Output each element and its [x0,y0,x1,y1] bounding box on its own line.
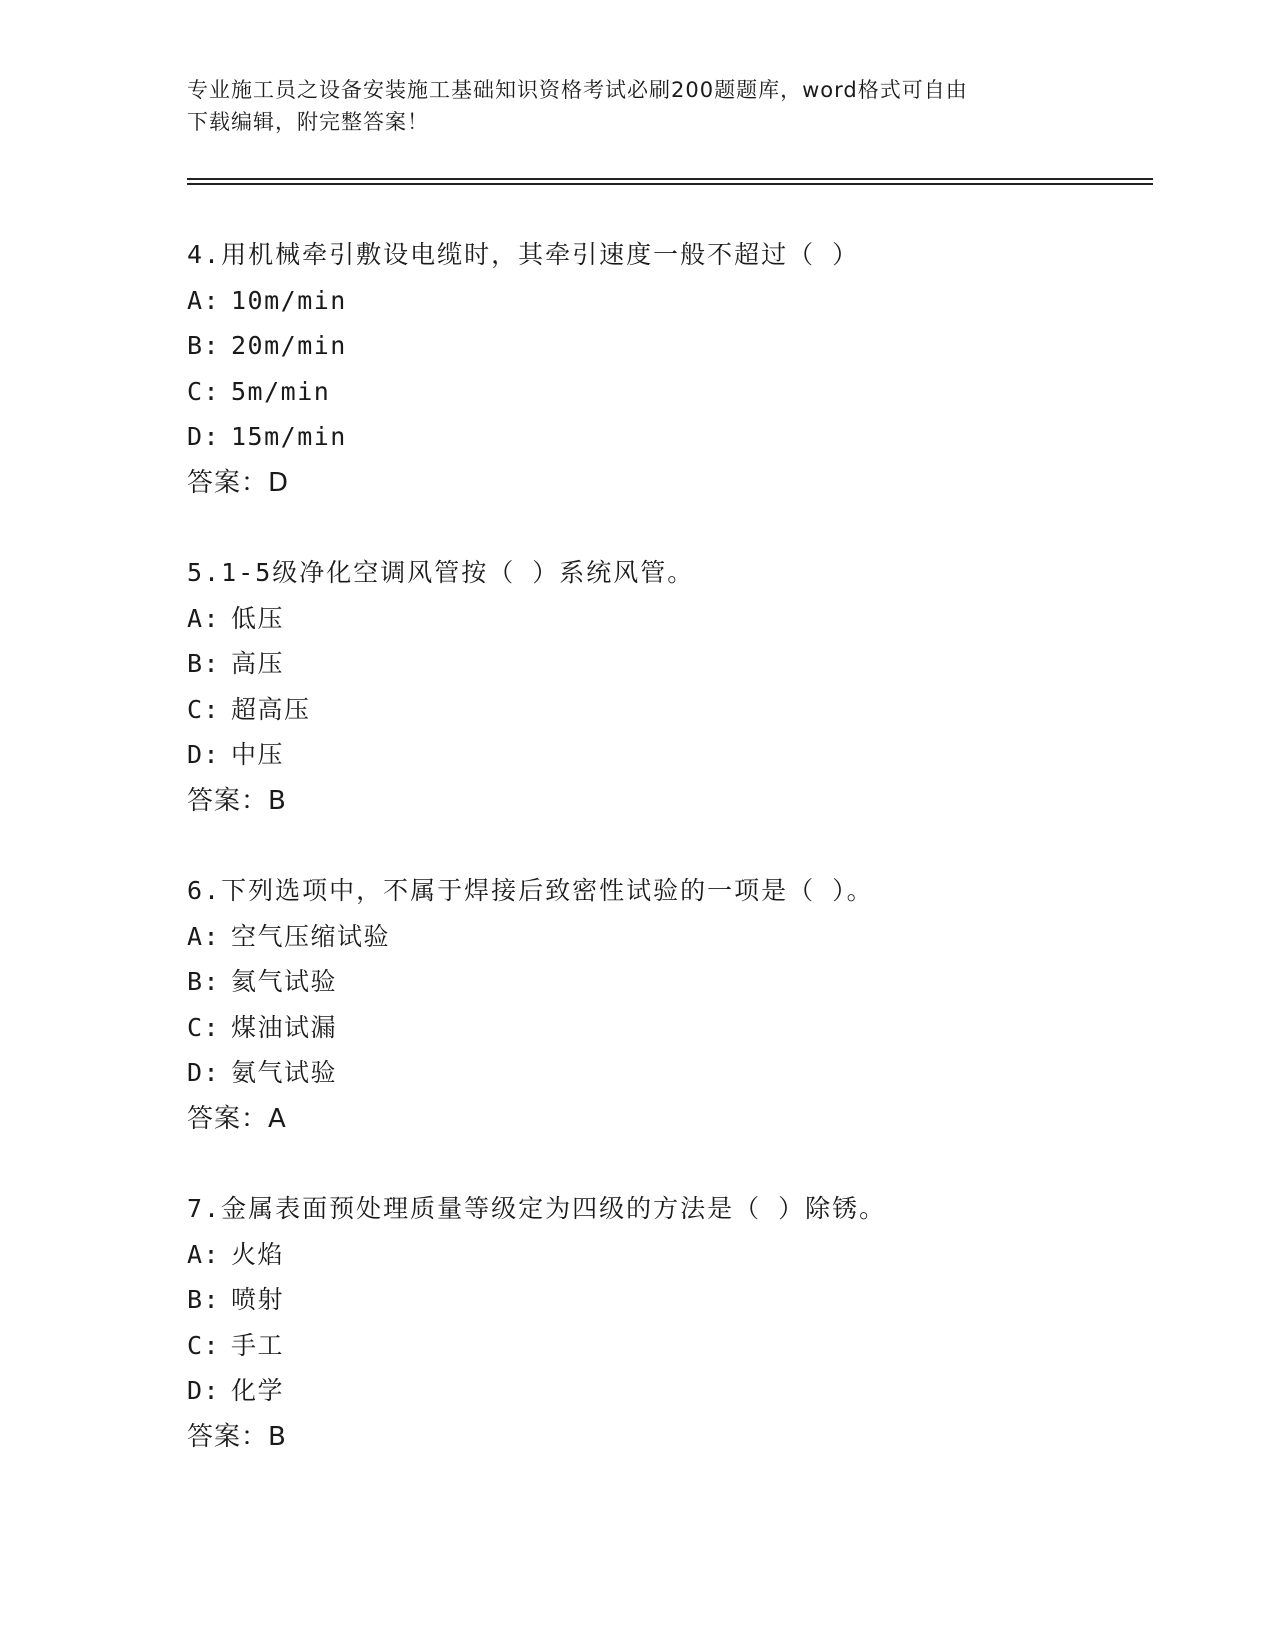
answer-line [187,786,1147,816]
option-key: A: [187,921,221,951]
option-text: 10m/min [231,285,347,315]
question-7 [187,1194,1147,1452]
question-5 [187,558,1147,816]
answer-line [187,1422,1147,1452]
option-d [187,1376,1147,1406]
answer-line [187,1104,1147,1134]
answer-value: A [268,1103,287,1134]
option-key: A: [187,1239,221,1269]
option-d [187,740,1147,770]
option-c [187,377,1147,407]
option-key: B: [187,1285,221,1314]
option-key: C: [187,376,221,406]
option-text: 手工 [231,1330,285,1360]
header-divider-top [187,178,1153,180]
option-key: D: [187,1058,221,1087]
document-header [187,74,1067,138]
option-b [187,331,1147,361]
option-text: 化学 [231,1376,285,1405]
option-d [187,1058,1147,1088]
answer-line [187,468,1147,498]
question-4 [187,240,1147,498]
answer-value: B [268,1421,287,1452]
question-stem: 5.1-5级净化空调风管按（ ）系统风管。 [187,558,695,587]
option-text: 氨气试验 [231,1058,338,1087]
answer-label: 答案： [187,785,269,816]
option-text: 15m/min [231,422,347,451]
option-key: D: [187,740,221,769]
option-a [187,1240,1147,1270]
answer-label: 答案： [187,467,269,498]
option-key: B: [187,967,221,996]
answer-label: 答案： [187,1421,269,1452]
question-stem: 4.用机械牵引敷设电缆时，其牵引速度一般不超过（ ） [187,240,860,269]
option-key: A: [187,603,221,633]
option-c [187,695,1147,725]
option-b [187,649,1147,679]
option-b [187,967,1147,997]
option-text: 中压 [231,740,285,769]
option-text: 低压 [231,603,285,633]
answer-value: D [268,467,290,498]
option-key: B: [187,331,221,360]
option-text: 氦气试验 [231,967,338,996]
question-6 [187,876,1147,1134]
option-d [187,422,1147,452]
question-stem: 6.下列选项中，不属于焊接后致密性试验的一项是（ ）。 [187,876,874,905]
header-line-1: 专业施工员之设备安装施工基础知识资格考试必刷200题题库，word格式可自由 [187,78,968,102]
option-key: D: [187,422,221,451]
option-key: A: [187,285,221,315]
option-text: 火焰 [231,1239,285,1269]
option-a [187,922,1147,952]
answer-value: B [268,785,287,816]
header-line-2: 下载编辑，附完整答案！ [187,110,429,134]
option-text: 空气压缩试验 [231,921,391,951]
option-key: C: [187,1330,221,1360]
option-text: 高压 [231,649,285,678]
option-text: 喷射 [231,1285,285,1314]
header-divider-bottom [187,183,1153,185]
option-a [187,286,1147,316]
option-b [187,1285,1147,1315]
option-text: 20m/min [231,331,347,360]
option-text: 煤油试漏 [231,1012,338,1042]
option-a [187,604,1147,634]
option-key: D: [187,1376,221,1405]
answer-label: 答案： [187,1103,269,1134]
option-key: C: [187,1012,221,1042]
option-key: C: [187,694,221,724]
option-key: B: [187,649,221,678]
option-c [187,1331,1147,1361]
question-stem: 7.金属表面预处理质量等级定为四级的方法是（ ）除锈。 [187,1194,887,1223]
option-text: 5m/min [231,376,331,406]
option-text: 超高压 [231,694,311,724]
option-c [187,1013,1147,1043]
